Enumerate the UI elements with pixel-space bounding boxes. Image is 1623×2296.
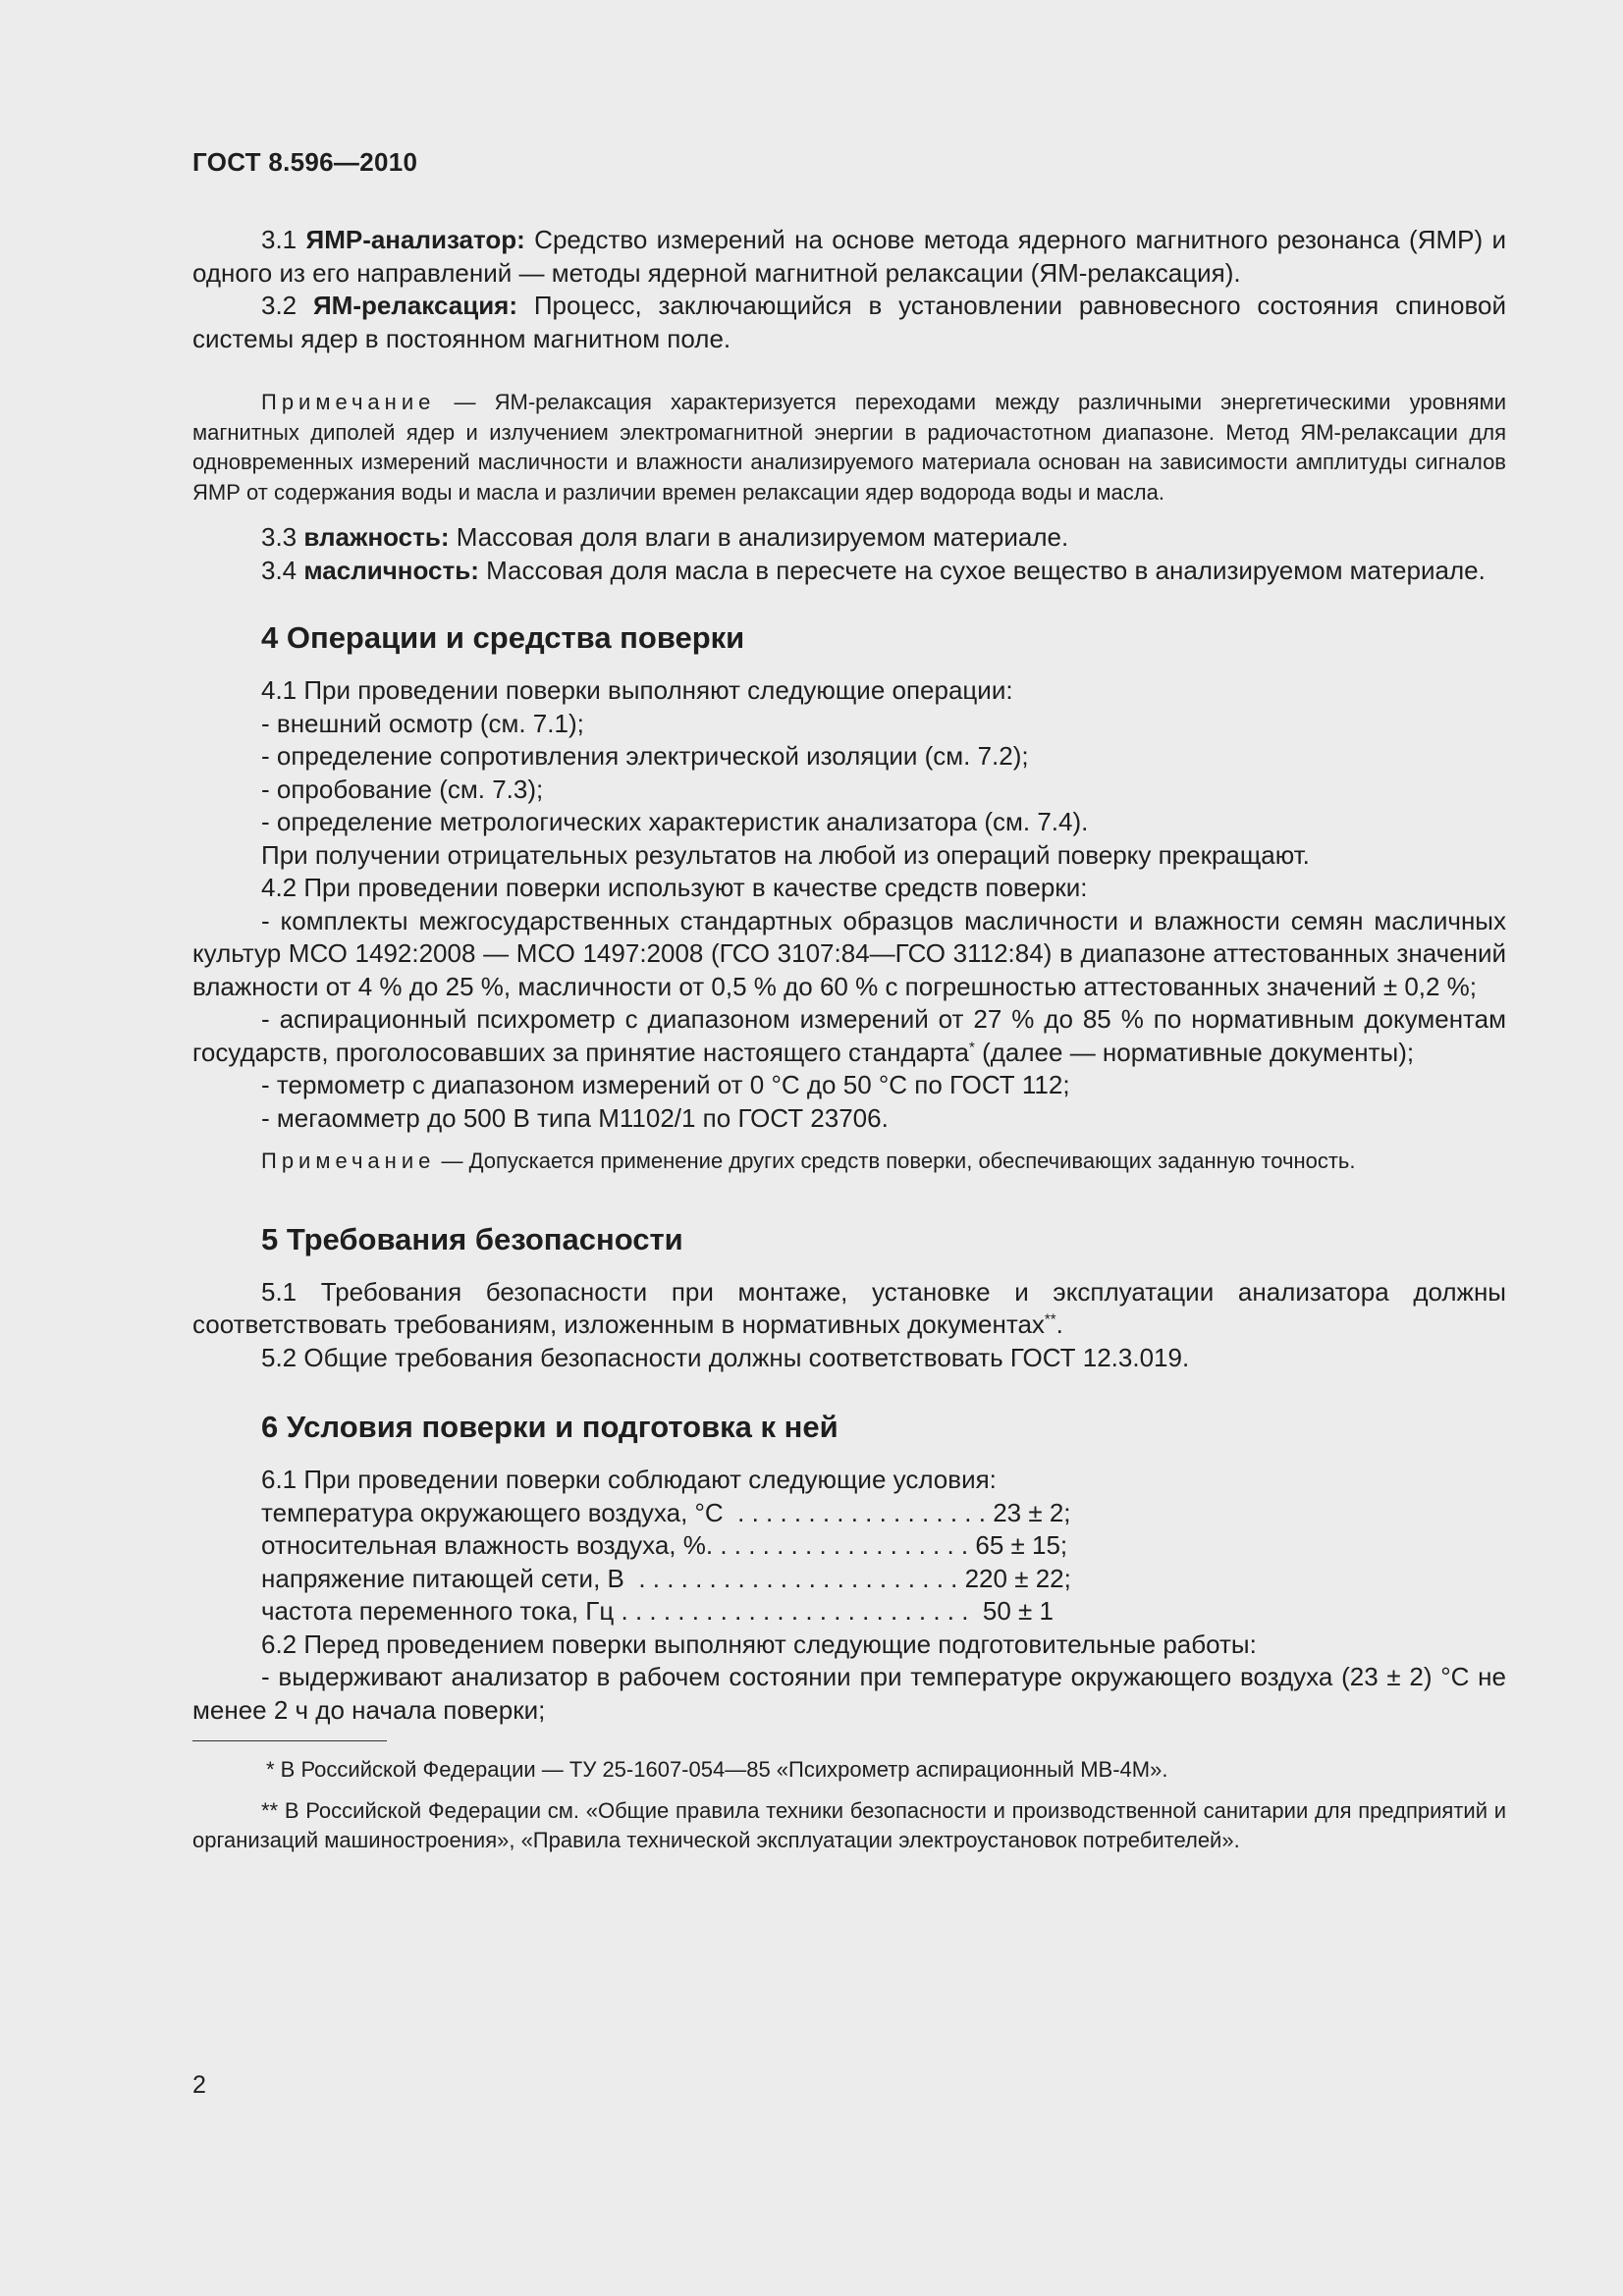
note-label: Примечание — [261, 390, 436, 414]
page-number: 2 — [192, 2071, 206, 2099]
note-text: — Допускается применение других средств поверки, обеспечивающих заданную точность. — [435, 1148, 1356, 1173]
note-label: Примечание — [261, 1148, 436, 1173]
clause-5-2: 5.2 Общие требования безопасности должны соответствовать ГОСТ 12.3.019. — [261, 1342, 1190, 1372]
footnote-divider — [192, 1740, 387, 1741]
footnote-ref: * — [969, 1038, 975, 1055]
list-item: - внешний осмотр (см. 7.1); — [261, 708, 584, 738]
list-item-text: - аспирационный психрометр с диапазоном измерений от 27 % до 85 % по нормативным документам государств, проголосовавших за принятие настоящего стандарта — [192, 1004, 1506, 1067]
footnote-1: * В Российской Федерации — ТУ 25-1607-054—85 «Психрометр аспирационный МВ-4М». — [266, 1757, 1168, 1782]
list-item: - термометр с диапазоном измерений от 0 °С до 50 °С по ГОСТ 112; — [261, 1070, 1070, 1099]
condition-row: частота переменного тока, Гц . . . . . . . . . . . . . . . . . . . . . . . . . 50 ± 1 — [261, 1596, 1055, 1626]
note-4 — [192, 1147, 1506, 1177]
clause-text: 5.1 Требования безопасности при монтаже, установке и эксплуатации анализатора должны соответствовать требованиям, изложенным в нормативных документах — [192, 1276, 1506, 1339]
clause-4-1: 4.1 При проведении поверки выполняют следующие операции: — [261, 675, 1013, 705]
note-text: — ЯМ-релаксация характеризуется переходами между различными энергетическими уровнями магнитных диполей ядер и излучением электромагнитной энергии в радиочастотном диапазоне. Метод ЯМ-релаксации для одновременных измерений масличности и влажности анализируемого материала основан на зависимости амплитуды сигналов ЯМР от содержания воды и масла и различии времен релаксации ядер водорода воды и масла. — [192, 390, 1506, 505]
list-item: - опробование (см. 7.3); — [261, 774, 544, 804]
list-item-text: (далее — нормативные документы); — [974, 1037, 1415, 1067]
clause-6-1: 6.1 При проведении поверки соблюдают следующие условия: — [261, 1465, 997, 1494]
list-item: - определение метрологических характеристик анализатора (см. 7.4). — [261, 807, 1089, 836]
clause-number: 3.3 — [261, 522, 298, 552]
definition: Массовая доля влаги в анализируемом материале. — [449, 522, 1069, 552]
list-item: - выдерживают анализатор в рабочем состоянии при температуре окружающего воздуха (23 ± 2) °С не менее 2 ч до начала поверки; — [192, 1662, 1506, 1725]
definition: Массовая доля масла в пересчете на сухое вещество в анализируемом материале. — [478, 555, 1486, 585]
condition-row: относительная влажность воздуха, %. . . . . . . . . . . . . . . . . . . 65 ± 15; — [261, 1530, 1068, 1560]
clause-3-3 — [192, 521, 1506, 555]
definition: Процесс, заключающийся в установлении равновесного состояния спиновой системы ядер в постоянном магнитном поле. — [192, 291, 1506, 353]
list-item: - мегаомметр до 500 В типа М1102/1 по ГОСТ 23706. — [261, 1102, 889, 1133]
condition-row: температура окружающего воздуха, °С . . . . . . . . . . . . . . . . . . 23 ± 2; — [261, 1497, 1071, 1527]
clause-number: 3.1 — [261, 225, 298, 254]
clause-5-1 — [192, 1276, 1506, 1342]
page-content — [192, 224, 1506, 1855]
clause-4-2: 4.2 При проведении поверки используют в качестве средств поверки: — [261, 873, 1088, 902]
clause-text: . — [1055, 1309, 1063, 1339]
condition-row: напряжение питающей сети, В . . . . . . . . . . . . . . . . . . . . . . . 220 ± 22; — [261, 1563, 1071, 1593]
list-item — [192, 1003, 1506, 1069]
clause-3-2 — [192, 290, 1506, 355]
section-4-title: 4 Операции и средства поверки — [261, 620, 745, 655]
list-item: - комплекты межгосударственных стандартных образцов масличности и влажности семян масличных культур МСО 1492:2008 — МСО 1497:2008 (ГСО 3107:84—ГСО 3112:84) в диапазоне аттестованных значений влажности от 4 % до 25 %, масличности от 0,5 % до 60 % с погрешностью аттестованных значений ± 0,2 %; — [192, 905, 1506, 1001]
footnote-2: ** В Российской Федерации см. «Общие правила техники безопасности и производственной санитарии для предприятий и организаций машиностроения», «Правила технической эксплуатации электроустановок потребителей». — [192, 1798, 1506, 1852]
clause-6-2: 6.2 Перед проведением поверки выполняют следующие подготовительные работы: — [261, 1629, 1257, 1659]
footnote-ref: ** — [1044, 1310, 1056, 1328]
clause-number: 3.4 — [261, 555, 298, 585]
section-5-title: 5 Требования безопасности — [261, 1221, 683, 1256]
clause-number: 3.2 — [261, 291, 298, 320]
definition: Средство измерений на основе метода ядерного магнитного резонанса (ЯМР) и одного из его направлений — методы ядерной магнитной релаксации (ЯМ-релаксация). — [192, 225, 1506, 288]
note-3 — [192, 388, 1506, 507]
term: масличность: — [303, 555, 479, 585]
list-item: - определение сопротивления электрической изоляции (см. 7.2); — [261, 741, 1029, 771]
term: влажность: — [303, 522, 450, 552]
term: ЯМ-релаксация: — [312, 291, 518, 320]
clause-4-1-end: При получении отрицательных результатов на любой из операций поверку прекращают. — [261, 839, 1310, 870]
page-header: ГОСТ 8.596—2010 — [192, 147, 418, 177]
clause-3-4 — [192, 555, 1506, 588]
section-6-title: 6 Условия поверки и подготовка к ней — [261, 1410, 839, 1444]
clause-3-1 — [192, 224, 1506, 290]
term: ЯМР-анализатор: — [305, 225, 525, 254]
